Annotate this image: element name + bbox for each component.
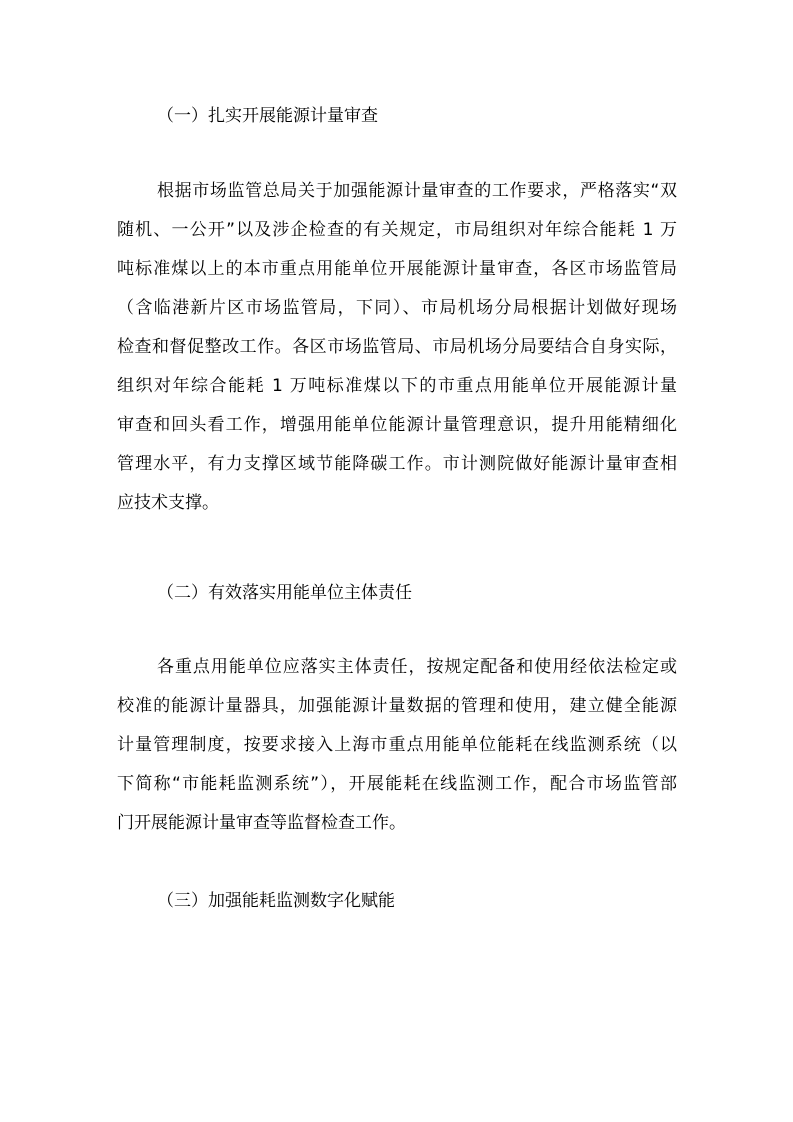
paragraph-line: 根据市场监管总局关于加强能源计量审查的工作要求，严格落实“双 <box>157 181 677 201</box>
paragraph-line: 检查和督促整改工作。各区市场监管局、市局机场分局要结合自身实际， <box>117 337 677 357</box>
paragraph-line: （含临港新片区市场监管局，下同）、市局机场分局根据计划做好现场 <box>117 298 677 318</box>
paragraph-line: 组织对年综合能耗 1 万吨标准煤以下的市重点用能单位开展能源计量 <box>117 376 677 396</box>
section-3-heading: （三）加强能耗监测数字化赋能 <box>157 891 395 911</box>
paragraph-line: 下简称“市能耗监测系统”），开展能耗在线监测工作，配合市场监管部 <box>117 774 677 794</box>
section-2-heading: （二）有效落实用能单位主体责任 <box>157 583 412 603</box>
paragraph-line: 随机、一公开”以及涉企检查的有关规定，市局组织对年综合能耗 1 万 <box>117 220 677 240</box>
paragraph-line: 校准的能源计量器具，加强能源计量数据的管理和使用，建立健全能源 <box>117 696 677 716</box>
paragraph-line: 门开展能源计量审查等监督检查工作。 <box>117 813 406 833</box>
paragraph-line: 吨标准煤以上的本市重点用能单位开展能源计量审查，各区市场监管局 <box>117 259 677 279</box>
paragraph-line: 计量管理制度，按要求接入上海市重点用能单位能耗在线监测系统（以 <box>117 735 677 755</box>
section-1-heading: （一）扎实开展能源计量审查 <box>157 106 378 126</box>
paragraph-line: 管理水平，有力支撑区域节能降碳工作。市计测院做好能源计量审查相 <box>117 454 677 474</box>
paragraph-line: 审查和回头看工作，增强用能单位能源计量管理意识，提升用能精细化 <box>117 415 677 435</box>
paragraph-line: 各重点用能单位应落实主体责任，按规定配备和使用经依法检定或 <box>157 657 677 677</box>
paragraph-line: 应技术支撑。 <box>117 493 219 513</box>
